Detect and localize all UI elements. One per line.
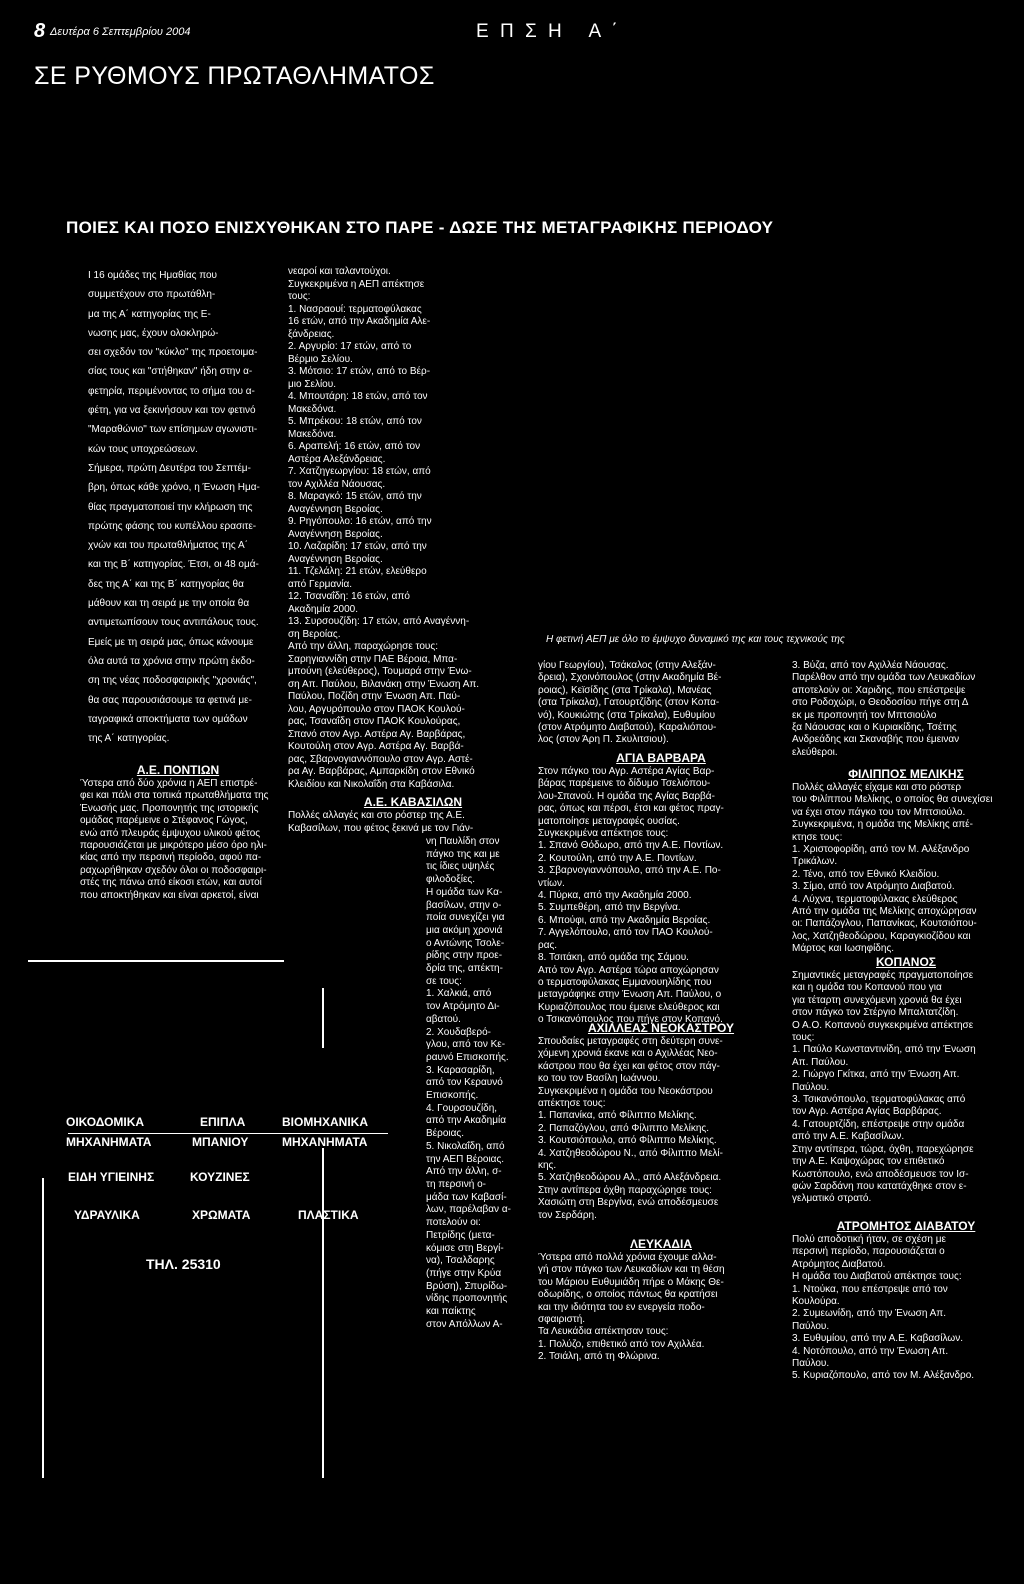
kopanos-section: [792, 954, 1020, 1206]
text-line: οι: Παπάζογλου, Παπανίκας, Κουτσιόπου-: [792, 918, 977, 930]
text-line: 13. Συρσουζίδη: 17 ετών, από Αναγέννη-: [288, 616, 470, 627]
text-line: δρεια), Σχοινόπουλος (στην Ακαδημία Βέ-: [538, 672, 722, 684]
text-line: Σαρηγιαννίδη στην ΠΑΕ Βέροια, Μπα-: [288, 653, 458, 665]
ad-item: ΠΛΑΣΤΙΚΑ: [298, 1208, 359, 1222]
text-line: ση της νέας ποδοσφαιρικής "χρονιάς",: [88, 675, 257, 687]
ad-item: ΟΙΚΟΔΟΜΙΚΑ: [66, 1115, 145, 1129]
text-line: 4. Γατουρτζίδη, επέστρεψε στην ομάδα: [792, 1118, 965, 1130]
text-line: Σήμερα, πρώτη Δευτέρα του Σεπτέμ-: [88, 462, 251, 474]
text-line: ντίων.: [538, 877, 565, 889]
text-line: ο Τσικανόπουλος που πήγε στον Κοπανό.: [538, 1014, 723, 1026]
text-line: οδωρίδης, ο οποίος πάντως θα κρατήσει: [538, 1289, 718, 1301]
text-line: τον Ατρόμητο Δι-: [426, 1001, 500, 1013]
ad-divider-mid: [68, 1133, 388, 1134]
text-line: 5. Νικολαΐδη, από: [426, 1140, 505, 1152]
text-line: απέκτησε τους:: [538, 1098, 606, 1110]
text-line: δρία της, απέκτη-: [426, 963, 503, 975]
text-line: 1. Ντούκα, που επέστρεψε από τον: [792, 1283, 948, 1295]
kopanos-title: ΚΟΠΑΝΟΣ: [876, 955, 936, 969]
text-line: 4. Γουρσουζίδη,: [426, 1102, 498, 1114]
text-line: ο τερματοφύλακας Εμμανουηλίδης που: [538, 976, 712, 988]
text-line: τη περσινή ο-: [426, 1178, 486, 1190]
text-line: Μακεδόνα.: [288, 428, 337, 440]
text-line: αβατού.: [426, 1013, 461, 1025]
filippos-title: ΦΙΛΙΠΠΟΣ ΜΕΛΙΚΗΣ: [848, 767, 964, 781]
agia-varvara-section: [538, 750, 784, 1027]
text-line: πάγκο της και με: [426, 848, 500, 860]
ad-item: ΕΠΙΠΛΑ: [200, 1115, 246, 1129]
atromitos-section: [792, 1218, 1020, 1383]
text-line: 1. Χαλκιά, από: [426, 988, 492, 1000]
text-line: Ο Α.Ο. Κοπανού συγκεκριμένα απέκτησε: [792, 1019, 974, 1031]
text-line: 1. Πολύζο, επιθετικό από τον Αχιλλέα.: [538, 1338, 705, 1350]
ad-vertical-rule-1: [322, 988, 324, 1048]
text-line: γή στον πάγκο των Λευκαδίων και τη θέση: [538, 1264, 725, 1276]
text-line: φών Σαρδάνη που κατατάχθηκε στον ε-: [792, 1180, 967, 1192]
text-line: σε τους:: [426, 975, 462, 987]
ad-item: ΕΙΔΗ ΥΓΙΕΙΝΗΣ: [68, 1170, 155, 1184]
text-line: Συγκεκριμένα απέκτησε τους:: [538, 828, 669, 840]
text-line: Πολλές αλλαγές είχαμε και στο ρόστερ: [792, 782, 962, 793]
text-line: μπούνη (ελεύθερος), Τουμαρά στην Ένω-: [288, 666, 472, 677]
text-line: Βρύση), Σπυρίδω-: [426, 1280, 508, 1292]
text-line: σει σχεδόν τον "κύκλο" της προετοιμα-: [88, 347, 258, 359]
text-line: 1. Νασραουί: τερματοφύλακας: [288, 303, 422, 315]
text-line: λου, Αργυρόπουλο στον ΠΑΟΚ Κουλού-: [288, 703, 465, 715]
text-line: κόμισε στη Βεργί-: [426, 1242, 504, 1254]
headline: ΠΟΙΕΣ ΚΑΙ ΠΟΣΟ ΕΝΙΣΧΥΘΗΚΑΝ ΣΤΟ ΠΑΡΕ - ΔΩΣΕ ΤΗΣ ΜΕΤΑΓΡΑΦΙΚΗΣ ΠΕΡΙΟΔΟΥ: [66, 218, 774, 237]
filippos-section: [792, 766, 1020, 956]
text-line: παρουσιάζεται με μικρότερο μέσο όρο ηλι-: [80, 840, 267, 852]
text-line: 2. Χουδαβερό-: [426, 1026, 491, 1038]
text-line: κών τους υποχρεώσεων.: [88, 443, 198, 455]
text-line: Ένωσής μας. Προπονητής της ιστορικής: [80, 802, 259, 814]
text-line: 6. Μπούφι, από την Ακαδημία Βεροίας.: [538, 914, 711, 926]
text-line: Τρικάλων.: [792, 856, 838, 868]
text-line: 5. Κυριαζόπουλο, από τον Μ. Αλέξανδρο.: [792, 1370, 975, 1382]
ad-item: ΜΗΧΑΝΗΜΑΤΑ: [66, 1135, 152, 1149]
text-line: 6. Αραπελή: 16 ετών, από τον: [288, 441, 421, 452]
text-line: λου-Σπανού. Η ομάδα της Αγίας Βαρβά-: [538, 790, 715, 802]
text-line: της Α΄ κατηγορίας.: [88, 733, 170, 745]
text-line: ρας, όπως και πέρσι, έτσι και φέτος πραγ-: [538, 803, 724, 815]
ad-divider-top: [28, 960, 284, 962]
text-line: ρας, Σβαρνογιαννόπουλο στον Αγρ. Αστέ-: [288, 753, 473, 765]
text-line: θίας πραγματοποιεί την κλήρωση της: [88, 501, 253, 513]
atromitos-title: ΑΤΡΟΜΗΤΟΣ ΔΙΑΒΑΤΟΥ: [836, 1219, 976, 1233]
lefkadia-section: [538, 1236, 784, 1364]
text-line: βάρας παρέμεινε το δίδυμο Τσελιόπου-: [538, 778, 711, 790]
text-line: Από την άλλη, παραχώρησε τους:: [288, 641, 438, 652]
text-line: 1. Χριστοφορίδη, από τον Μ. Αλέξανδρο: [792, 844, 970, 856]
ad-item: ΥΔΡΑΥΛΙΚΑ: [74, 1208, 140, 1222]
agia-varvara-title: ΑΓΙΑ ΒΑΡΒΑΡΑ: [616, 751, 706, 765]
text-line: 2. Συμεωνίδη, από την Ένωση Απ.: [792, 1308, 946, 1320]
text-line: νωσης μας, έχουν ολοκληρώ-: [88, 327, 219, 339]
text-line: χνών και του πρωταθλήματος της Α΄: [88, 540, 248, 552]
text-line: 7. Αγγελόπουλο, από τον ΠΑΟ Κουλού-: [538, 927, 713, 939]
text-line: Ι 16 ομάδες της Ημαθίας που: [88, 270, 218, 281]
text-line: λος (στον Άρη Π. Σκυλιτσιου).: [538, 734, 669, 746]
text-line: σίας τους και "στήθηκαν" ήδη στην α-: [88, 366, 253, 378]
text-line: 2. Τένο, από τον Εθνικό Κλειδίου.: [792, 868, 940, 880]
text-line: 3. Κουτσιόπουλο, από Φίλιππο Μελίκης.: [538, 1135, 717, 1147]
text-line: Στην αντίπερα, τώρα, όχθη, παρεχώρησε: [792, 1143, 974, 1155]
photo-caption: Η φετινή ΑΕΠ με όλο το έμψυχο δυναμικό της και τους τεχνικούς της: [546, 634, 845, 645]
text-line: "Μαραθώνιο" των επίσημων αγωνιστι-: [88, 424, 258, 436]
text-line: τους:: [288, 291, 311, 302]
text-line: 3. Σβαρνογιαννόπουλο, από την Α.Ε. Πο-: [538, 865, 721, 877]
text-line: Η ομάδα του Διαβατού απέκτησε τους:: [792, 1271, 962, 1283]
text-line: που αποκτήθηκαν και είναι αρκετοί, είναι: [80, 889, 259, 901]
text-line: από τον Κεραυνό: [426, 1077, 503, 1089]
text-line: Από τον Αγρ. Αστέρα τώρα αποχώρησαν: [538, 964, 719, 976]
text-line: στές της πάνω από είκοσι ετών, και αυτοί: [80, 877, 262, 889]
col3-top: [538, 660, 784, 747]
text-line: ξάνδρειας.: [288, 328, 335, 340]
text-line: Καβασίλων, που φέτος ξεκινά με τον Γιάν-: [288, 822, 474, 834]
text-line: ενώ από πλευράς έμψυχου υλικού φέτος: [80, 827, 261, 839]
text-line: του Φιλίππου Μελίκης, ο οποίος θα συνεχίσει: [792, 794, 993, 806]
achilleas-section: [538, 1020, 784, 1222]
text-line: Χασιώτη στη Βεργίνα, ενώ αποδέσμευσε: [538, 1197, 719, 1209]
text-line: Από την άλλη, σ-: [426, 1166, 502, 1178]
text-line: μεταγράφηκε στην Ένωση Απ. Παύλου, ο: [538, 989, 722, 1001]
text-line: την ΑΕΠ Βέροιας.: [426, 1153, 505, 1165]
text-line: να έχει στον πάγκο του τον Μπτσιούλο.: [792, 806, 966, 818]
text-line: ρας.: [538, 939, 558, 951]
ad-vertical-rule-3: [42, 1178, 44, 1478]
main-title: ΣΕ ΡΥΘΜΟΥΣ ΠΡΩΤΑΘΛΗΜΑΤΟΣ: [34, 62, 435, 90]
page-number: 8: [34, 20, 46, 42]
text-line: Στην αντίπερα όχθη παραχώρησε τους:: [538, 1184, 712, 1196]
text-line: ταγραφικά αποκτήματα των ομάδων: [88, 713, 248, 725]
text-line: 3. Ευθυμίου, από την Α.Ε. Καβασίλων.: [792, 1333, 963, 1345]
text-line: Μακεδόνα.: [288, 403, 337, 415]
text-line: 4. Μπουτάρη: 18 ετών, από τον: [288, 391, 428, 402]
text-line: (πήγε στην Κρύα: [426, 1267, 502, 1279]
masthead-date: Δευτέρα 6 Σεπτεμβρίου 2004: [50, 26, 191, 38]
text-line: αποτελούν οι: Χαριδης, που επέστρεψε: [792, 684, 966, 696]
text-line: 1. Παπανίκα, από Φίλιππο Μελίκης.: [538, 1110, 697, 1122]
text-line: 4. Νοτόπουλο, από την Ένωση Απ.: [792, 1345, 949, 1357]
text-line: να), Τσαλδαρης: [426, 1255, 495, 1267]
text-line: 16 ετών, από την Ακαδημία Αλε-: [288, 316, 431, 327]
text-line: κάστρου που θα έχει και φέτος στον πάγ-: [538, 1060, 720, 1072]
text-line: μια ακόμη χρονιά: [426, 924, 503, 936]
text-line: 2. Κουτούλη, από την Α.Ε. Ποντίων.: [538, 852, 697, 864]
text-line: ξα Νάουσας και ο Κυριακίδης, Τσέτης: [792, 722, 957, 734]
text-line: Μάρτος και Ιωσηφίδης.: [792, 943, 895, 955]
text-line: 8. Τσιτάκη, από ομάδα της Σάμου.: [538, 952, 689, 964]
text-line: Σπανό στον Αγρ. Αστέρα Αγ. Βαρβάρας,: [288, 728, 466, 740]
text-line: 4. Πύρκα, από την Ακαδημία 2000.: [538, 890, 692, 902]
ad-item: ΧΡΩΜΑΤΑ: [192, 1208, 251, 1222]
text-line: τις ίδιες υψηλές: [426, 861, 495, 873]
text-line: ση Βεροίας.: [288, 628, 341, 640]
text-line: από την Ακαδημία: [426, 1115, 506, 1127]
text-line: τους:: [792, 1032, 815, 1044]
text-line: αντιμετωπίσουν τους αντιπάλους τους.: [88, 617, 259, 629]
text-line: (στον Ατρόμητο Διαβατού), Καραλιόπου-: [538, 722, 717, 734]
text-line: από την Α.Ε. Καβασίλων.: [792, 1131, 905, 1143]
text-line: 8. Μαραγκό: 15 ετών, από την: [288, 491, 422, 502]
text-line: 1. Σπανό Θόδωρο, από την Α.Ε. Ποντίων.: [538, 840, 724, 852]
text-line: Αναγέννηση Βεροίας.: [288, 503, 383, 515]
text-line: δες της Α΄ και της Β΄ κατηγορίας θα: [88, 578, 244, 590]
text-line: φιλοδοξίες.: [426, 874, 475, 886]
text-line: θα σας παρουσιάσουμε τα φετινά με-: [88, 694, 252, 706]
aep-title: Α.Ε. ΠΟΝΤΙΩΝ: [136, 763, 220, 777]
text-line: και η ομάδα του Κοπανού που για: [792, 982, 942, 994]
text-line: 1. Παύλο Κωνσταντινίδη, από την Ένωση: [792, 1044, 976, 1056]
text-line: κης.: [538, 1160, 557, 1172]
text-line: Αστέρα Αλεξάνδρειας.: [288, 453, 386, 465]
text-line: 2. Παπαζόγλου, από Φίλιππο Μελίκης.: [538, 1122, 710, 1134]
text-line: όλα αυτά τα χρόνια στην πρώτη έκδο-: [88, 655, 255, 667]
text-line: τον Σερδάρη.: [538, 1209, 597, 1221]
kavasilon-narrow-column: [426, 836, 538, 1331]
text-line: 3. Μότσιο: 17 ετών, από το Βέρ-: [288, 366, 431, 377]
text-line: ση Απ. Παύλου, Βιλανάκη στην Ένωση Απ.: [288, 678, 480, 690]
text-line: νό), Κουκιώτης (στα Τρίκαλα), Ευθυμίου: [538, 709, 716, 721]
text-line: Αναγέννηση Βεροίας.: [288, 528, 383, 540]
text-line: συμμετέχουν στο πρωτάθλη-: [88, 289, 216, 301]
text-line: φει και πάλι στα τοπικά πρωταθλήματα της: [80, 790, 269, 802]
text-line: Κυριαζόπουλος που έμεινε ελεύθερος και: [538, 1001, 720, 1013]
text-line: του Μάριου Ευθυμιάδη πήρε ο Μάκης Θε-: [538, 1276, 724, 1288]
text-line: Κουτούλη στον Αγρ. Αστέρα Αγ. Βαρβά-: [288, 741, 464, 752]
text-line: ραυνό Επισκοπής.: [426, 1051, 509, 1063]
text-line: ρας, Τσαναΐδη στον ΠΑΟΚ Κουλούρας,: [288, 716, 461, 727]
text-line: Ακαδημία 2000.: [288, 603, 359, 615]
text-line: 11. Τζελάλη: 21 ετών, ελεύθερο: [288, 566, 427, 577]
text-line: Εμείς με τη σειρά μας, όπως κάνουμε: [88, 636, 254, 648]
text-line: 12. Τσαναΐδη: 16 ετών, από: [288, 591, 410, 602]
col4-top: [792, 660, 1020, 759]
text-line: (στα Τρίκαλα), Γατουρτζίδης (στον Κοπα-: [538, 697, 720, 709]
section-label: Ε Π Σ Η Α ΄: [476, 21, 621, 42]
text-line: ποτελούν οι:: [426, 1217, 481, 1229]
text-line: μιο Σελίου.: [288, 378, 336, 390]
kavasilon-title: Α.Ε. ΚΑΒΑΣΙΛΩΝ: [363, 795, 463, 809]
aep-section: [80, 762, 276, 902]
text-line: Αναγέννηση Βεροίας.: [288, 553, 383, 565]
text-line: γίου Γεωργίου), Τσάκαλος (στην Αλεξάν-: [538, 660, 716, 671]
text-line: γελματικό στρατό.: [792, 1193, 872, 1205]
text-line: και παίκτης: [426, 1306, 476, 1318]
text-line: 2. Αργυρίο: 17 ετών, από το: [288, 341, 412, 352]
text-line: 10. Λαζαρίδη: 17 ετών, από την: [288, 541, 427, 552]
text-line: 9. Ρηγόπουλο: 16 ετών, από την: [288, 516, 432, 527]
ad-vertical-rule-2: [322, 1148, 324, 1478]
text-line: Τα Λευκάδια απέκτησαν τους:: [538, 1326, 669, 1338]
aep-list-column: [288, 266, 538, 791]
text-line: Ανδρεάδης και Σκαναβής που έμειναν: [792, 734, 960, 746]
text-line: ελεύθεροι.: [792, 746, 838, 758]
text-line: φετηρία, περιμένοντας το σήμα του α-: [88, 385, 255, 397]
text-line: ραχωρήθηκαν σχεδόν όλοι οι ποδοσφαιρι-: [80, 864, 267, 876]
text-line: Στον πάγκο του Αγρ. Αστέρα Αγίας Βαρ-: [538, 766, 715, 777]
text-line: 3. Σίμο, από τον Ατρόμητο Διαβατού.: [792, 881, 955, 893]
text-line: Παύλου.: [792, 1320, 830, 1332]
text-line: ποία συνεχίζει για: [426, 912, 505, 924]
text-line: 5. Χατζηθεοδώρου Αλ., από Αλεξάνδρεια.: [538, 1172, 722, 1184]
text-line: 4. Χατζηθεοδώρου Ν., από Φίλιππο Μελί-: [538, 1147, 723, 1159]
text-line: μάδα των Καβασί-: [426, 1191, 507, 1203]
text-line: ρίδης στην προε-: [426, 950, 503, 962]
text-line: ρα Αγ. Βαρβάρας, Αμπαρκίδη στον Εθνικό: [288, 766, 475, 777]
text-line: Πετρίδης (μετα-: [426, 1229, 495, 1241]
text-line: τον Αχιλλέα Νάουσας.: [288, 478, 386, 490]
text-line: εκ με προπονητή τον Μπτσιούλο: [792, 709, 937, 721]
text-line: 7. Χατζηγεωργίου: 18 ετών, από: [288, 466, 431, 477]
kavasilon-section: [288, 794, 538, 835]
text-line: χόμενη χρονιά έκανε και ο Αχιλλέας Νεο-: [538, 1048, 718, 1060]
advertisement: [28, 958, 418, 1488]
text-line: 3. Βύζα, από τον Αχιλλέα Νάουσας.: [792, 660, 949, 671]
masthead: [34, 20, 994, 44]
text-line: τον Αγρ. Αστέρα Αγίας Βαρβάρας.: [792, 1106, 942, 1118]
text-line: λος, Χατζηθεοδώρου, Καραγκιοζίδου και: [792, 930, 971, 942]
text-line: 2. Τσιάλη, από τη Φλώρινα.: [538, 1351, 660, 1363]
text-line: ροιας), Κεϊσίδης (στα Τρίκαλα), Μανέας: [538, 684, 712, 696]
text-line: νη Παυλίδη στον: [426, 836, 500, 847]
text-line: για τέταρτη συνεχόμενη χρονιά θα έχει: [792, 994, 962, 1006]
text-line: Σπουδαίες μεταγραφές στη δεύτερη συνε-: [538, 1036, 723, 1047]
text-line: Επισκοπής.: [426, 1090, 479, 1102]
text-line: Παύλου.: [792, 1358, 830, 1370]
text-line: βρη, όπως κάθε χρόνο, η Ένωση Ημα-: [88, 482, 260, 494]
text-line: την Α.Ε. Καψοχώρας τον επιθετικό: [792, 1156, 945, 1168]
text-line: φέτη, για να ξεκινήσουν και τον φετινό: [88, 405, 256, 417]
text-line: ομάδας παρέμεινε ο Στέφανος Γώγος,: [80, 815, 248, 827]
text-line: Κουλούρα.: [792, 1296, 840, 1308]
text-line: Συγκεκριμένα η ΑΕΠ απέκτησε: [288, 278, 425, 290]
text-line: Ύστερα από δύο χρόνια η ΑΕΠ επιστρέ-: [80, 778, 258, 789]
text-line: Σημαντικές μεταγραφές πραγματοποίησε: [792, 970, 974, 981]
text-line: λων, παρέλαβαν α-: [426, 1204, 511, 1216]
text-line: νίδης προπονητής: [426, 1293, 508, 1305]
text-line: Βέρμιο Σελίου.: [288, 353, 353, 365]
ad-item: ΒΙΟΜΗΧΑΝΙΚΑ: [282, 1115, 368, 1129]
text-line: κίας από την περσινή περίοδο, αφού πα-: [80, 852, 262, 864]
text-line: Απ. Παύλου.: [792, 1056, 849, 1068]
text-line: Συγκεκριμένα, η ομάδα της Μελίκης απέ-: [792, 819, 973, 831]
text-line: από Γερμανία.: [288, 578, 352, 590]
ad-item: ΚΟΥΖΙΝΕΣ: [190, 1170, 250, 1184]
text-line: ο Αντώνης Τσολε-: [426, 937, 505, 949]
text-line: Ύστερα από πολλά χρόνια έχουμε αλλα-: [538, 1252, 717, 1263]
text-line: πρώτης φάσης του κυπέλλου ερασιτε-: [88, 520, 257, 532]
text-line: Πολλές αλλαγές και στο ρόστερ της Α.Ε.: [288, 810, 465, 821]
text-line: στον Απόλλων Α-: [426, 1318, 503, 1330]
text-line: βασίλων, στην ο-: [426, 899, 502, 911]
text-line: Ατρόμητος Διαβατού.: [792, 1258, 886, 1270]
text-line: κτησε τους:: [792, 831, 843, 843]
lefkadia-title: ΛΕΥΚΑΔΙΑ: [630, 1237, 692, 1251]
text-line: κο του τον Βασίλη Ιωάννου.: [538, 1073, 661, 1085]
intro-column: [88, 266, 272, 748]
text-line: Η ομάδα των Κα-: [426, 886, 503, 898]
text-line: Πολύ αποδοτική ήταν, σε σχέση με: [792, 1234, 946, 1245]
text-line: 5. Συμπεθέρη, από την Βεργίνα.: [538, 902, 681, 914]
text-line: μα της Α΄ κατηγορίας της Ε-: [88, 308, 211, 320]
text-line: 3. Καρασαρίδη,: [426, 1064, 495, 1076]
text-line: και την ιδιότητα του εν ενεργεία ποδο-: [538, 1301, 705, 1313]
text-line: Βέροιας.: [426, 1128, 464, 1140]
text-line: και της Β΄ κατηγορίας. Έτσι, οι 48 ομά-: [88, 559, 259, 571]
text-line: ματοποίησε μεταγραφές ουσίας.: [538, 815, 680, 827]
text-line: Συγκεκριμένα η ομάδα του Νεοκάστρου: [538, 1085, 713, 1097]
text-line: περσινή περίοδο, παρουσιάζεται ο: [792, 1246, 945, 1258]
text-line: Κλειδίου και Νικολαΐδη στα Καβάσιλα.: [288, 778, 455, 790]
text-line: Παύλου.: [792, 1081, 830, 1093]
ad-item: ΜΠΑΝΙΟΥ: [192, 1135, 249, 1149]
text-line: Από την ομάδα της Μελίκης αποχώρησαν: [792, 906, 977, 918]
text-line: 4. Λύχνα, τερματοφύλακας ελεύθερος: [792, 893, 958, 905]
text-line: 3. Τσικανόπουλο, τερματοφύλακας από: [792, 1094, 966, 1106]
ad-item: ΜΗΧΑΝΗΜΑΤΑ: [282, 1135, 368, 1149]
text-line: νεαροί και ταλαντούχοι.: [288, 266, 391, 277]
text-line: στο Ροδοχώρι, ο Θεοδοσίου πήγε στη Δ: [792, 697, 969, 709]
ad-phone: ΤΗΛ. 25310: [146, 1256, 221, 1272]
text-line: σφαιριστή.: [538, 1314, 586, 1326]
text-line: 5. Μπρέκου: 18 ετών, από τον: [288, 416, 422, 427]
text-line: μάθουν και τη σειρά με την οποία θα: [88, 598, 250, 610]
text-line: 2. Γιώργο Γκίτκα, από την Ένωση Απ.: [792, 1069, 960, 1081]
text-line: Παύλου, Ποζίδη στην Ένωση Απ. Παύ-: [288, 691, 461, 702]
text-line: Παρέλθον από την ομάδα των Λευκαδίων: [792, 672, 976, 684]
achilleas-title: ΑΧΙΛΛΕΑΣ ΝΕΟΚΑΣΤΡΟΥ: [587, 1021, 735, 1035]
text-line: γλου, από τον Κε-: [426, 1039, 506, 1051]
text-line: Κωστόπουλο, ενώ αποδέσμευσε τον Ισ-: [792, 1168, 969, 1180]
text-line: στον πάγκο τον Στέργιο Μπαλτατζίδη.: [792, 1007, 959, 1019]
